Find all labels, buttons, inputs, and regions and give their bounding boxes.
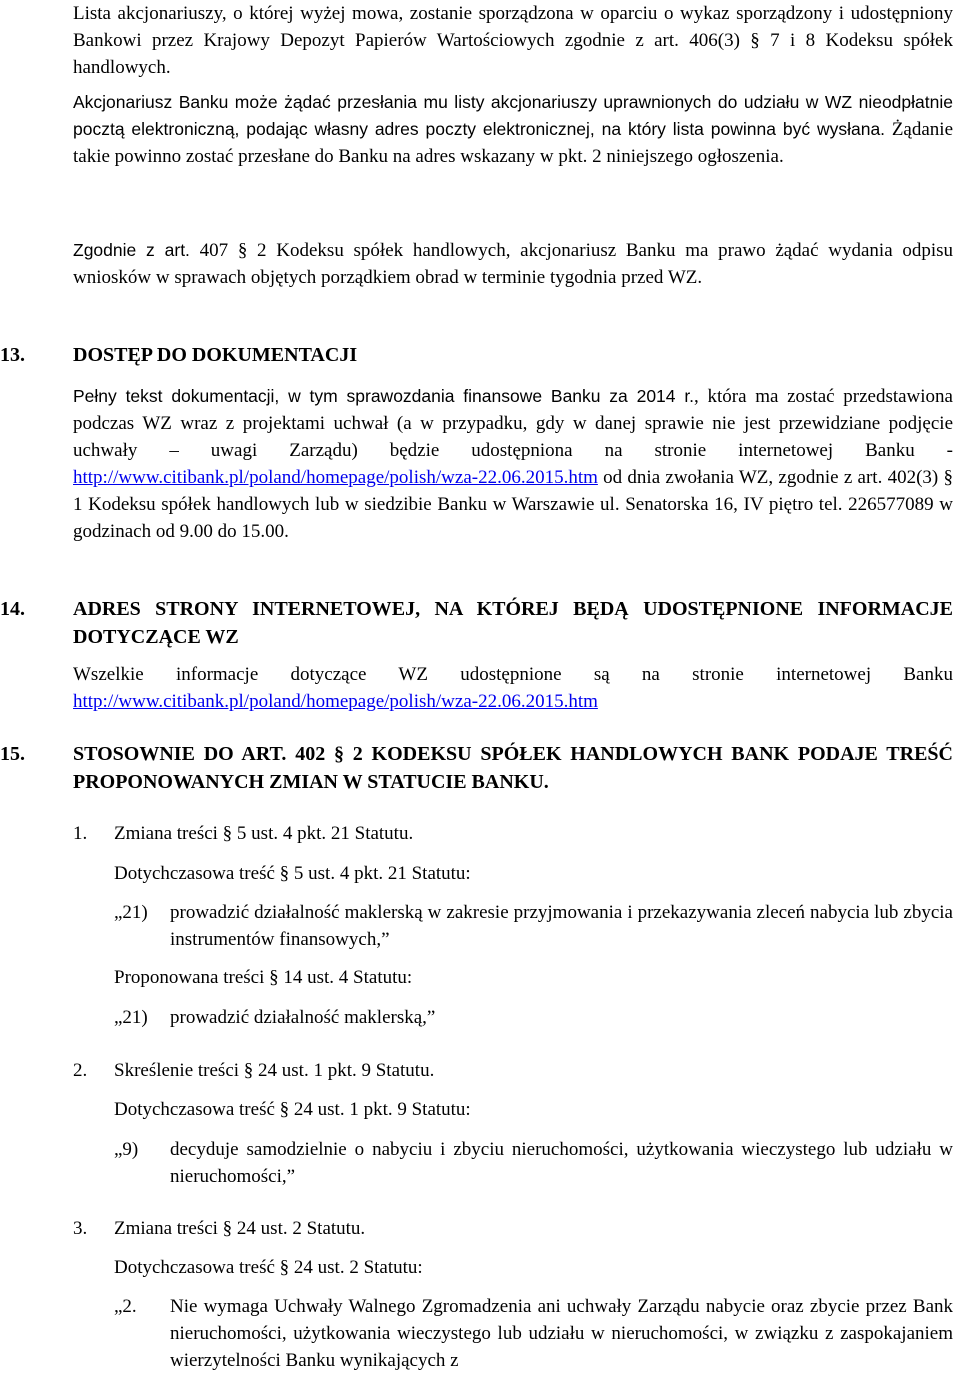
section-title: ADRES STRONY INTERNETOWEJ, NA KTÓREJ BĘDĄ UDOSTĘPNIONE INFORMACJE DOTYCZĄCE WZ xyxy=(73,598,953,648)
quote-number: „9) xyxy=(114,1139,139,1160)
paragraph-text: Lista akcjonariuszy, o której wyżej mowa, zostanie sporządzona w oparciu o wykaz sporządzony i udostępniony Bankowi przez Krajowy Depozyt Papierów Wartościowych zgodnie z art. 406(3) § 7 i 8 Kodeksu spółek handlowych. xyxy=(73,3,953,78)
quote-number: „2. xyxy=(114,1296,137,1317)
quote-text: decyduje samodzielnie o nabyciu i zbyciu nieruchomości, użytkowania wieczystego lub udziału w nieruchomości,” xyxy=(170,1139,953,1187)
citibank-link[interactable]: http://www.citibank.pl/poland/homepage/polish/wza-22.06.2015.htm xyxy=(73,467,598,488)
paragraph-email-request xyxy=(73,89,953,170)
item-title: Zmiana treści § 5 ust. 4 pkt. 21 Statutu. xyxy=(114,823,414,844)
paragraph-text-sans: Pełny tekst dokumentacji, w tym sprawozdania finansowe Banku za 2014 r. xyxy=(73,386,695,406)
section-title: STOSOWNIE DO ART. 402 § 2 KODEKSU SPÓŁEK HANDLOWYCH BANK PODAJE TREŚĆ PROPONOWANYCH ZMIAN W STATUCIE BANKU. xyxy=(73,743,953,793)
item-number: 2. xyxy=(73,1060,88,1081)
paragraph-text: , która ma zostać przedstawiona podczas WZ wraz z projektami uchwał (a w przypadku, gdy w danej sprawie nie jest przewidziane podjęcie uchwały – uwagi Zarządu) będzie udostępniona na stronie internetowej Banku - xyxy=(73,386,953,461)
paragraph-text-sans: Akcjonariusz Banku może żądać przesłania mu listy akcjonariuszy uprawnionych do udziału w WZ nieodpłatnie pocztą elektroniczną, podając własny adres poczty elektronicznej, na który lista powinna być wysłana. xyxy=(73,92,953,139)
proposed-text-label: Proponowana treści § 14 ust. 4 Statutu: xyxy=(114,967,413,988)
section-number: 14. xyxy=(0,598,25,620)
quote-text: Nie wymaga Uchwały Walnego Zgromadzenia ani uchwały Zarządu nabycie oraz zbycie przez Bank nieruchomości, użytkowania wieczystego lub udziału w nieruchomości, w związku z zaspokajaniem wierzytelności Banku wynikających z xyxy=(170,1296,953,1371)
item-number: 1. xyxy=(73,823,88,844)
paragraph-text-sans: Zgodnie z art. xyxy=(73,240,190,260)
section-number: 13. xyxy=(0,344,25,366)
section-number: 15. xyxy=(0,743,25,765)
current-text-label: Dotychczasowa treść § 24 ust. 2 Statutu: xyxy=(114,1257,423,1278)
paragraph-text: 407 § 2 Kodeksu spółek handlowych, akcjonariusz Banku ma prawo żądać wydania odpisu wniosków w sprawach objętych porządkiem obrad w terminie tygodnia przed WZ. xyxy=(73,240,954,288)
item-title: Skreślenie treści § 24 ust. 1 pkt. 9 Statutu. xyxy=(114,1060,435,1081)
paragraph-art-407 xyxy=(73,237,953,291)
paragraph-text: od dnia zwołania WZ, zgodnie z art. 402(3) § 1 Kodeksu spółek handlowych lub w siedzibie Banku w Warszawie ul. Senatorska 16, IV piętro tel. 226577089 w godzinach od 9.00 do 15.00. xyxy=(73,467,953,542)
paragraph-website xyxy=(73,661,953,715)
paragraph-documentation xyxy=(73,383,953,545)
quote-text: prowadzić działalność maklerską,” xyxy=(170,1007,436,1028)
citibank-link[interactable]: http://www.citibank.pl/poland/homepage/polish/wza-22.06.2015.htm xyxy=(73,691,598,712)
paragraph-text: Wszelkie informacje dotyczące WZ udostępnione są na stronie internetowej Banku xyxy=(73,664,953,685)
quote-text: prowadzić działalność maklerską w zakresie przyjmowania i przekazywania zleceń nabycia lub zbycia instrumentów finansowych,” xyxy=(170,902,953,950)
item-number: 3. xyxy=(73,1218,88,1239)
current-text-label: Dotychczasowa treść § 5 ust. 4 pkt. 21 Statutu: xyxy=(114,863,471,884)
quote-number: „21) xyxy=(114,1007,148,1028)
paragraph-text: Żądanie takie powinno zostać przesłane do Banku na adres wskazany w pkt. 2 niniejszego ogłoszenia. xyxy=(73,119,953,167)
paragraph-shareholder-list xyxy=(73,0,953,81)
section-title: DOSTĘP DO DOKUMENTACJI xyxy=(73,344,358,366)
item-title: Zmiana treści § 24 ust. 2 Statutu. xyxy=(114,1218,366,1239)
quote-number: „21) xyxy=(114,902,148,923)
current-text-label: Dotychczasowa treść § 24 ust. 1 pkt. 9 Statutu: xyxy=(114,1099,471,1120)
